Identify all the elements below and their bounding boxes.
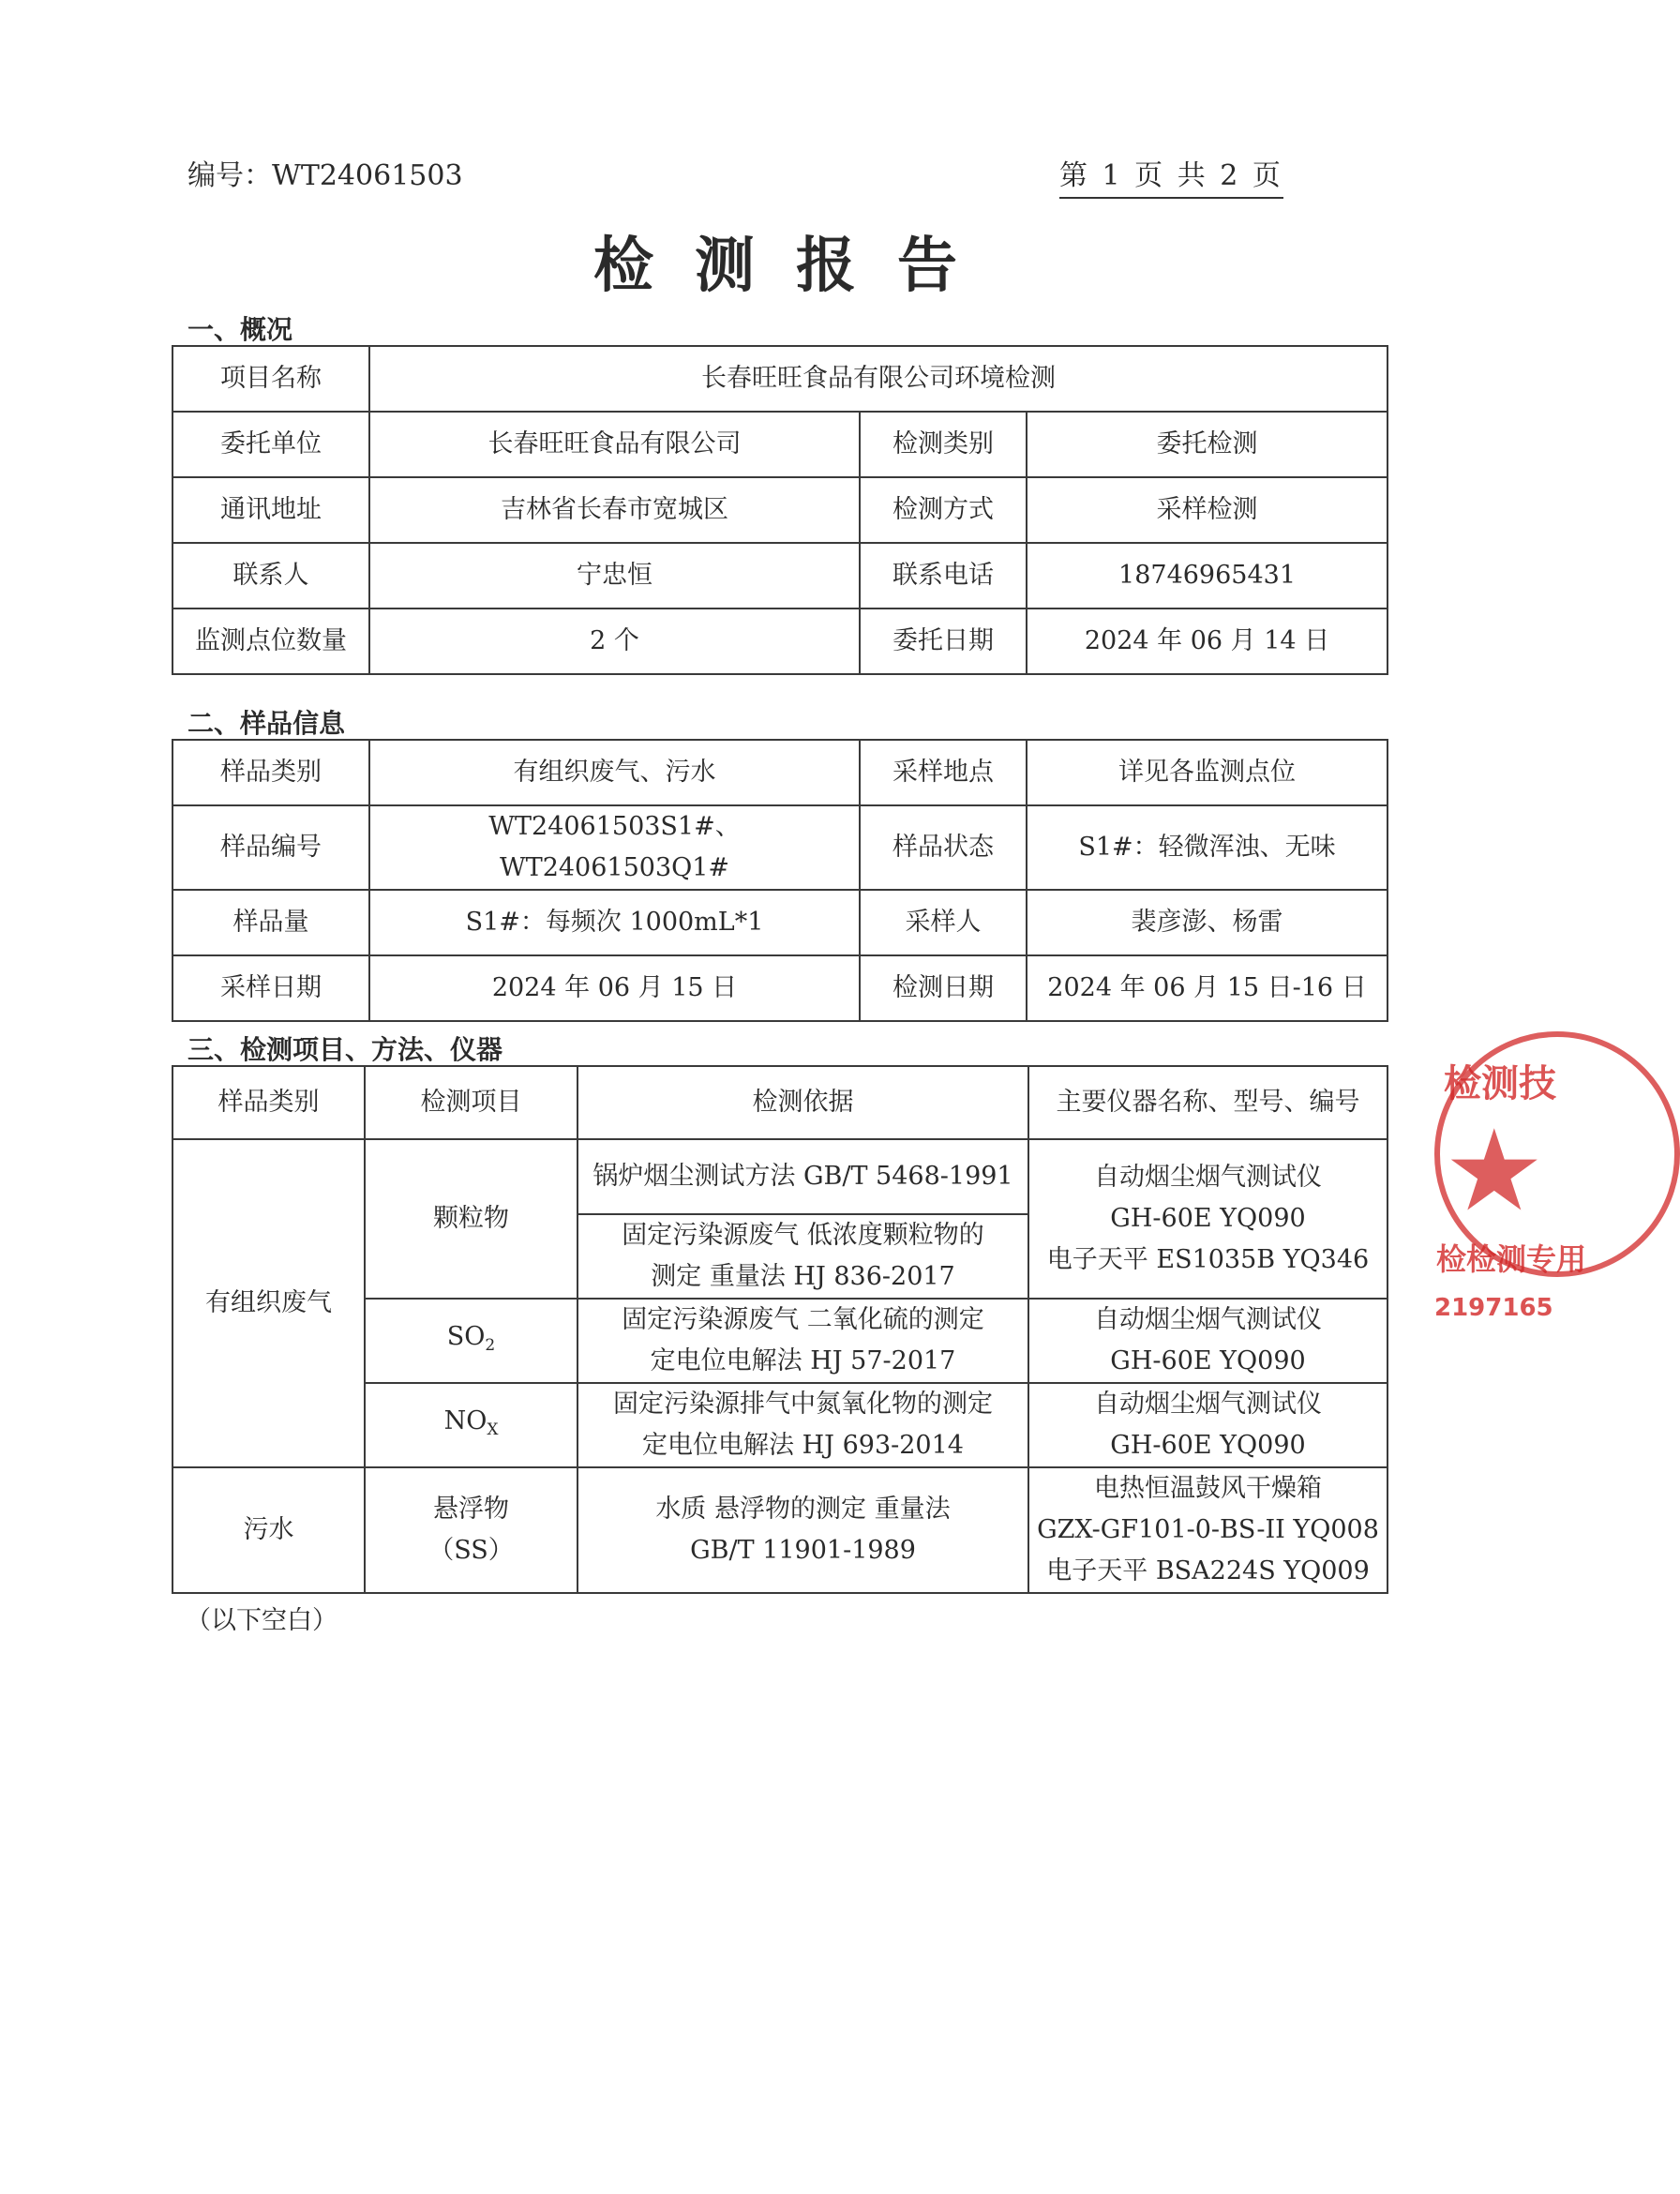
seal-text-bottom: 检检测专用 xyxy=(1436,1241,1587,1277)
instrument-line: 自动烟尘烟气测试仪 xyxy=(1094,1305,1322,1334)
value-cell: WT24061503S1#、WT24061503Q1# xyxy=(369,805,860,890)
instrument-line: GH-60E YQ090 xyxy=(1110,1204,1306,1233)
label-cell: 样品状态 xyxy=(860,805,1027,890)
value-cell: 长春旺旺食品有限公司 xyxy=(369,412,860,477)
label-cell: 委托单位 xyxy=(172,412,369,477)
methods-table xyxy=(172,1065,1388,1594)
category-cell: 污水 xyxy=(172,1467,365,1593)
label-cell: 检测日期 xyxy=(860,955,1027,1021)
seal-star-icon: ★ xyxy=(1444,1106,1545,1237)
item-cell: 颗粒物 xyxy=(365,1139,578,1299)
instrument-line: GH-60E YQ090 xyxy=(1110,1431,1306,1460)
method-cell xyxy=(578,1214,1028,1299)
table-row xyxy=(172,412,1388,477)
table-row xyxy=(172,543,1388,609)
official-seal xyxy=(1434,1031,1587,1350)
section1-heading: 一、概况 xyxy=(188,314,293,345)
label-cell: 样品类别 xyxy=(172,740,369,805)
item-cell xyxy=(365,1383,578,1467)
table-header-row xyxy=(172,1066,1388,1139)
label-cell: 联系电话 xyxy=(860,543,1027,609)
value-cell: 2024 年 06 月 15 日-16 日 xyxy=(1027,955,1388,1021)
item-cell xyxy=(365,1467,578,1593)
value-cell: 有组织废气、污水 xyxy=(369,740,860,805)
item-line: 悬浮物 xyxy=(433,1495,509,1524)
nox-formula: NO xyxy=(443,1405,488,1435)
section2-heading: 二、样品信息 xyxy=(188,708,346,739)
value-cell: 委托检测 xyxy=(1027,412,1388,477)
report-number: 编号：WT24061503 xyxy=(188,159,463,192)
instrument-line: 电热恒温鼓风干燥箱 xyxy=(1094,1474,1322,1503)
blank-below-note: （以下空白） xyxy=(186,1606,338,1635)
table-row xyxy=(172,609,1388,674)
value-cell: 2024 年 06 月 15 日 xyxy=(369,955,860,1021)
instrument-cell xyxy=(1028,1383,1388,1467)
table-row xyxy=(172,346,1388,412)
seal-text-top: 检测技 xyxy=(1444,1062,1556,1105)
method-cell xyxy=(578,1299,1028,1383)
table-row xyxy=(172,955,1388,1021)
method-line: 固定污染源排气中氮氧化物的测定 xyxy=(613,1390,993,1419)
column-header: 主要仪器名称、型号、编号 xyxy=(1028,1066,1388,1139)
method-cell: 锅炉烟尘测试方法 GB/T 5468-1991 xyxy=(578,1139,1028,1214)
label-cell: 检测方式 xyxy=(860,477,1027,543)
method-cell xyxy=(578,1467,1028,1593)
table-row xyxy=(172,890,1388,955)
instrument-line: 自动烟尘烟气测试仪 xyxy=(1094,1163,1322,1192)
instrument-cell xyxy=(1028,1299,1388,1383)
value-cell: 宁忠恒 xyxy=(369,543,860,609)
value-cell: 采样检测 xyxy=(1027,477,1388,543)
instrument-line: GH-60E YQ090 xyxy=(1110,1346,1306,1375)
instrument-line: 电子天平 BSA224S YQ009 xyxy=(1046,1556,1370,1585)
seal-number: 2197165 xyxy=(1434,1294,1553,1322)
so2-formula: SO xyxy=(446,1321,486,1351)
page-indicator: 第 1 页 共 2 页 xyxy=(1059,152,1283,199)
method-line: 固定污染源废气 低浓度颗粒物的 xyxy=(622,1221,984,1250)
instrument-line: 电子天平 ES1035B YQ346 xyxy=(1046,1245,1370,1274)
sample-info-table xyxy=(172,739,1388,1022)
value-cell: S1#：每频次 1000mL*1 xyxy=(369,890,860,955)
column-header: 检测项目 xyxy=(365,1066,578,1139)
value-cell: 18746965431 xyxy=(1027,543,1388,609)
report-title: 检测报告 xyxy=(593,231,998,301)
method-line: 定电位电解法 HJ 693-2014 xyxy=(642,1431,964,1460)
table-row xyxy=(172,805,1388,890)
label-cell: 联系人 xyxy=(172,543,369,609)
value-cell: 吉林省长春市宽城区 xyxy=(369,477,860,543)
value-cell: 长春旺旺食品有限公司环境检测 xyxy=(369,346,1388,412)
value-cell: 2024 年 06 月 14 日 xyxy=(1027,609,1388,674)
instrument-line: 自动烟尘烟气测试仪 xyxy=(1094,1390,1322,1419)
table-row xyxy=(172,1139,1388,1214)
section3-heading: 三、检测项目、方法、仪器 xyxy=(188,1034,503,1065)
label-cell: 采样人 xyxy=(860,890,1027,955)
method-line: 固定污染源废气 二氧化硫的测定 xyxy=(622,1305,984,1334)
table-row xyxy=(172,740,1388,805)
value-cell: 裴彦澎、杨雷 xyxy=(1027,890,1388,955)
label-cell: 检测类别 xyxy=(860,412,1027,477)
overview-table xyxy=(172,345,1388,675)
method-line: GB/T 11901-1989 xyxy=(690,1536,916,1565)
so2-subscript: 2 xyxy=(485,1335,496,1355)
label-cell: 样品编号 xyxy=(172,805,369,890)
value-cell: 详见各监测点位 xyxy=(1027,740,1388,805)
method-cell xyxy=(578,1383,1028,1467)
item-line: （SS） xyxy=(428,1536,514,1565)
category-cell: 有组织废气 xyxy=(172,1139,365,1467)
column-header: 样品类别 xyxy=(172,1066,365,1139)
instrument-line: GZX-GF101-0-BS-II YQ008 xyxy=(1037,1515,1379,1544)
instrument-cell xyxy=(1028,1467,1388,1593)
item-cell xyxy=(365,1299,578,1383)
label-cell: 采样日期 xyxy=(172,955,369,1021)
label-cell: 样品量 xyxy=(172,890,369,955)
label-cell: 项目名称 xyxy=(172,346,369,412)
table-row xyxy=(172,1467,1388,1593)
label-cell: 通讯地址 xyxy=(172,477,369,543)
label-cell: 采样地点 xyxy=(860,740,1027,805)
label-cell: 委托日期 xyxy=(860,609,1027,674)
label-cell: 监测点位数量 xyxy=(172,609,369,674)
method-line: 水质 悬浮物的测定 重量法 xyxy=(655,1495,951,1524)
column-header: 检测依据 xyxy=(578,1066,1028,1139)
table-row xyxy=(172,477,1388,543)
method-line: 测定 重量法 HJ 836-2017 xyxy=(651,1262,955,1291)
method-line: 定电位电解法 HJ 57-2017 xyxy=(650,1346,956,1375)
value-cell: S1#：轻微浑浊、无味 xyxy=(1027,805,1388,890)
value-cell: 2 个 xyxy=(369,609,860,674)
instrument-cell xyxy=(1028,1139,1388,1299)
nox-subscript: X xyxy=(487,1420,499,1439)
